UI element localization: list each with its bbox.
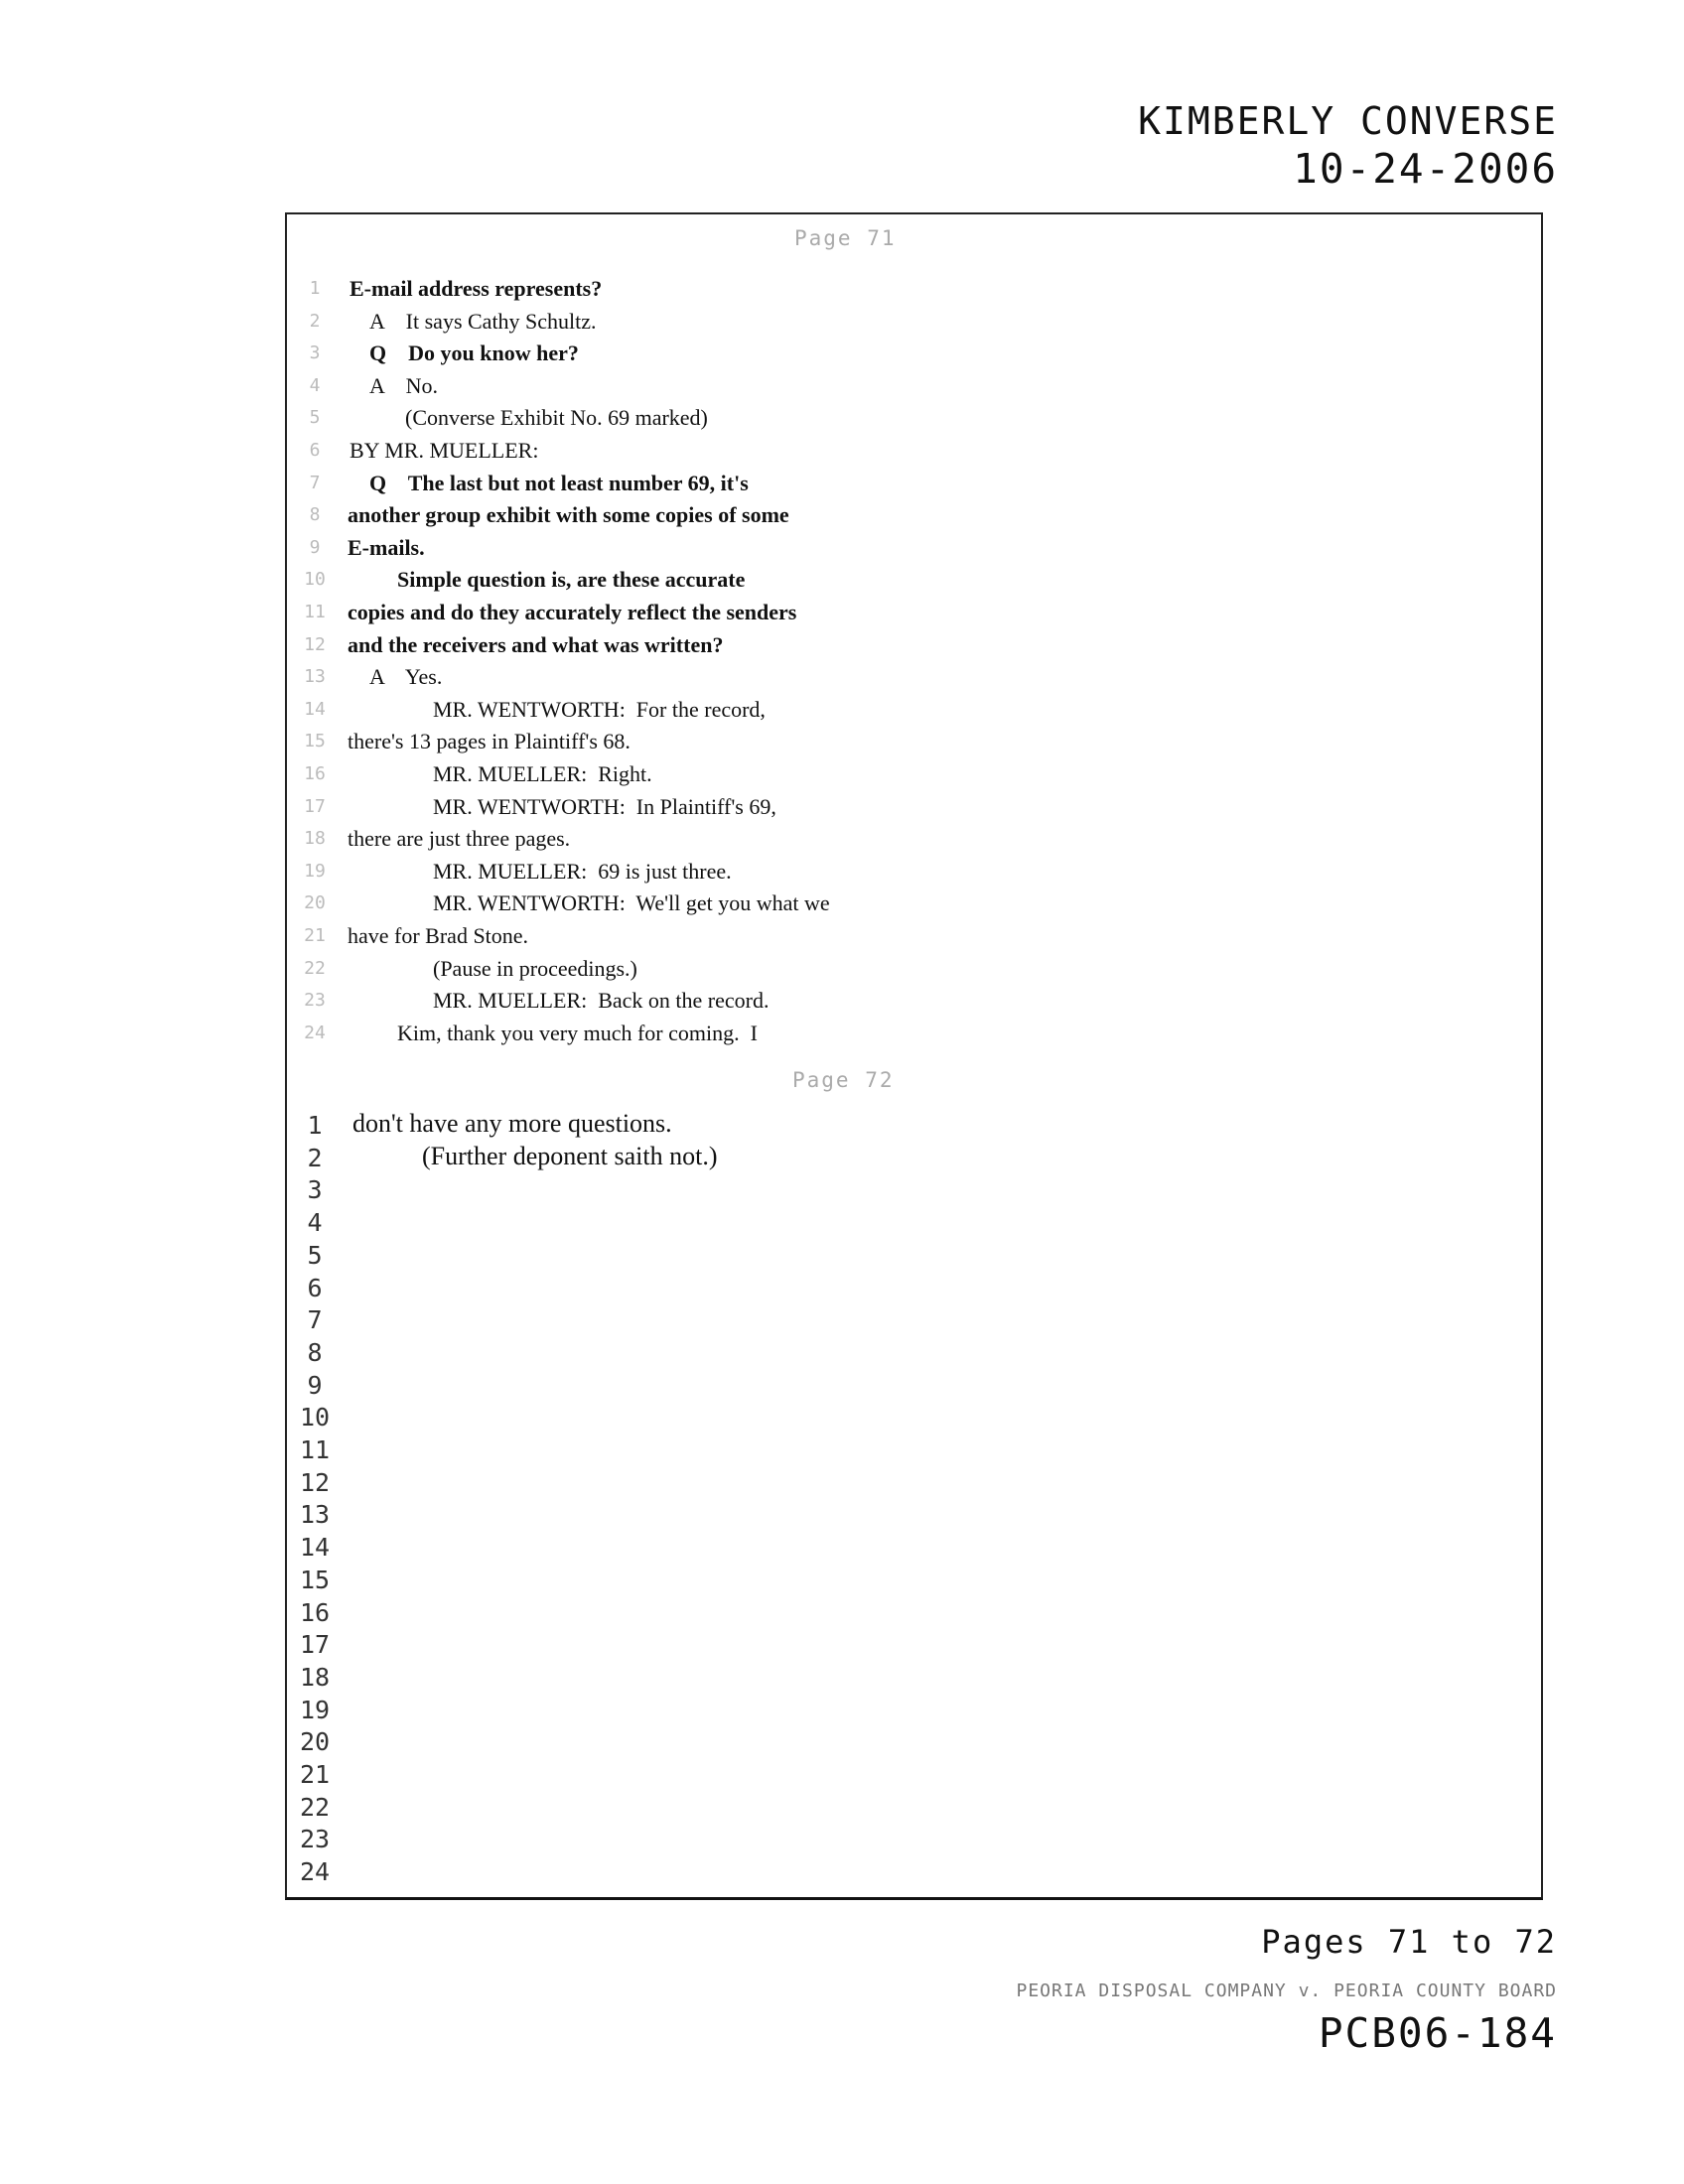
line-number: 17 (299, 1630, 331, 1660)
line-number: 1 (309, 278, 321, 299)
line-number: 16 (304, 763, 326, 784)
line-number: 24 (299, 1857, 331, 1887)
transcript-line (0, 502, 1192, 534)
line-text: MR. MUELLER: 69 is just three. (433, 858, 732, 884)
transcript-line (0, 1466, 1192, 1498)
line-number: 13 (304, 666, 326, 688)
line-number: 9 (307, 1370, 323, 1400)
line-number: 21 (299, 1760, 331, 1789)
line-text: another group exhibit with some copies of some (348, 502, 789, 528)
line-text: BY MR. MUELLER: (350, 438, 539, 463)
line-number: 6 (309, 440, 321, 461)
transcript-line (0, 826, 1192, 858)
line-number: 17 (304, 795, 326, 817)
transcript-line (0, 373, 1192, 405)
line-text: and the receivers and what was written? (348, 631, 724, 657)
transcript-line (0, 1694, 1192, 1725)
transcript-line (0, 761, 1192, 793)
transcript-line (0, 1369, 1192, 1401)
page-71-label: Page 71 (794, 226, 897, 250)
transcript-line (0, 438, 1192, 470)
line-number: 22 (299, 1792, 331, 1822)
transcript-line (0, 1791, 1192, 1823)
transcript-line (0, 471, 1192, 502)
line-number: 4 (309, 374, 321, 396)
line-number: 4 (307, 1208, 323, 1238)
transcript-line (0, 794, 1192, 826)
transcript-line (0, 859, 1192, 890)
line-number: 21 (304, 925, 326, 946)
transcript-line (0, 1401, 1192, 1433)
transcript-line (0, 1142, 1192, 1173)
line-text: Q Do you know her? (369, 341, 579, 366)
page-72-label: Page 72 (792, 1068, 895, 1092)
line-text: MR. MUELLER: Back on the record. (433, 988, 770, 1014)
line-number: 5 (307, 1240, 323, 1270)
line-number: 15 (304, 731, 326, 752)
line-number: 13 (299, 1500, 331, 1530)
transcript-line (0, 1336, 1192, 1368)
line-number: 20 (299, 1727, 331, 1757)
transcript-line (0, 664, 1192, 696)
line-text: MR. WENTWORTH: For the record, (433, 696, 766, 722)
line-number: 3 (307, 1175, 323, 1205)
transcript-line (0, 1628, 1192, 1660)
line-text: A It says Cathy Schultz. (369, 308, 597, 334)
line-number: 23 (304, 990, 326, 1012)
transcript-line (0, 1725, 1192, 1757)
line-number: 8 (309, 504, 321, 526)
line-number: 22 (304, 957, 326, 979)
line-number: 6 (307, 1273, 323, 1302)
line-number: 24 (304, 1022, 326, 1043)
line-number: 8 (307, 1337, 323, 1367)
line-number: 7 (307, 1305, 323, 1335)
line-number: 11 (304, 602, 326, 622)
line-text: (Converse Exhibit No. 69 marked) (405, 405, 708, 431)
line-text: Kim, thank you very much for coming. I (397, 1020, 758, 1045)
transcript-line (0, 1303, 1192, 1335)
transcript-line (0, 956, 1192, 988)
line-text: E-mail address represents? (350, 276, 603, 301)
line-number: 12 (299, 1467, 331, 1497)
line-number: 16 (299, 1597, 331, 1627)
line-text: MR. WENTWORTH: We'll get you what we (433, 890, 830, 916)
transcript-line (0, 1021, 1192, 1052)
line-number: 18 (299, 1662, 331, 1692)
line-number: 23 (299, 1825, 331, 1854)
line-text: (Further deponent saith not.) (422, 1141, 718, 1170)
case-number: PCB06-184 (1318, 2009, 1557, 2057)
line-text: don't have any more questions. (352, 1109, 672, 1138)
line-number: 18 (304, 828, 326, 850)
line-number: 2 (307, 1143, 323, 1172)
transcript-line (0, 632, 1192, 664)
transcript-line (0, 276, 1192, 308)
line-number: 9 (309, 536, 321, 558)
transcript-line (0, 1564, 1192, 1595)
line-text: copies and do they accurately reflect the senders (348, 600, 797, 624)
line-number: 15 (299, 1565, 331, 1594)
transcript-line (0, 1758, 1192, 1790)
line-number: 5 (309, 407, 321, 429)
line-text: there are just three pages. (348, 826, 571, 852)
line-text: Simple question is, are these accurate (397, 567, 746, 593)
line-number: 12 (304, 633, 326, 655)
line-number: 7 (309, 472, 321, 493)
line-number: 1 (307, 1111, 323, 1140)
transcript-line (0, 1661, 1192, 1693)
transcript-line (0, 1823, 1192, 1854)
transcript-line (0, 890, 1192, 922)
transcript-line (0, 1206, 1192, 1238)
transcript-line (0, 729, 1192, 760)
transcript-line (0, 535, 1192, 567)
transcript-line (0, 697, 1192, 729)
case-caption: PEORIA DISPOSAL COMPANY v. PEORIA COUNTY BOARD (1016, 1980, 1557, 2001)
transcript-line (0, 923, 1192, 955)
line-number: 10 (304, 569, 326, 591)
line-number: 10 (299, 1403, 331, 1433)
page-range: Pages 71 to 72 (1261, 1923, 1557, 1961)
line-text: have for Brad Stone. (348, 923, 529, 948)
transcript-line (0, 1109, 1192, 1141)
line-number: 3 (309, 342, 321, 364)
line-text: E-mails. (348, 534, 425, 560)
transcript-line (0, 600, 1192, 631)
line-number: 19 (299, 1695, 331, 1724)
deponent-name: KIMBERLY CONVERSE (1138, 99, 1558, 143)
transcript-line (0, 1498, 1192, 1530)
transcript-line (0, 1272, 1192, 1303)
transcript-line (0, 341, 1192, 372)
transcript-line (0, 309, 1192, 341)
line-text: MR. WENTWORTH: In Plaintiff's 69, (433, 793, 776, 819)
line-text: MR. MUELLER: Right. (433, 761, 652, 786)
line-text: there's 13 pages in Plaintiff's 68. (348, 729, 631, 754)
deposition-date: 10-24-2006 (1293, 145, 1558, 193)
line-number: 20 (304, 892, 326, 914)
transcript-line (0, 405, 1192, 437)
transcript-line (0, 1596, 1192, 1628)
line-text: (Pause in proceedings.) (433, 955, 637, 981)
transcript-line (0, 988, 1192, 1020)
line-text: A No. (369, 372, 439, 398)
line-number: 14 (304, 698, 326, 720)
transcript-line (0, 1531, 1192, 1563)
line-number: 2 (309, 310, 321, 332)
transcript-line (0, 1855, 1192, 1887)
transcript-line (0, 1433, 1192, 1465)
transcript-line (0, 1239, 1192, 1271)
line-number: 19 (304, 860, 326, 882)
line-number: 14 (299, 1533, 331, 1563)
line-text: Q The last but not least number 69, it's (369, 470, 749, 495)
line-text: A Yes. (369, 664, 443, 690)
line-number: 11 (299, 1435, 331, 1464)
transcript-line (0, 567, 1192, 599)
transcript-line (0, 1173, 1192, 1205)
